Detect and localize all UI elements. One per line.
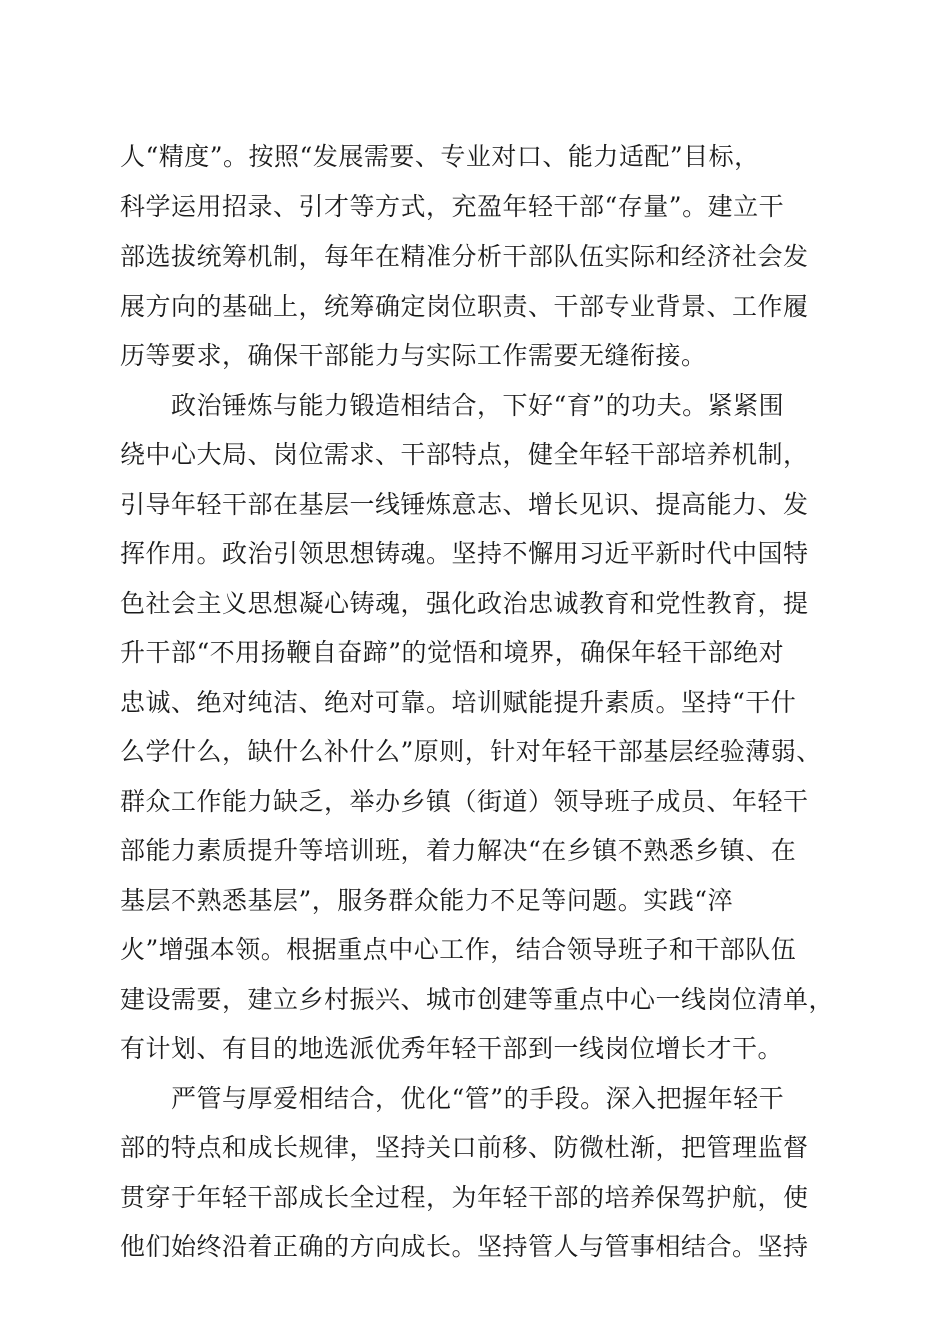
text-line: 建设需要，建立乡村振兴、城市创建等重点中心一线岗位清单，: [120, 985, 835, 1014]
text-line: 忠诚、绝对纯洁、绝对可靠。培训赋能提升素质。坚持“干什: [120, 688, 797, 717]
text-line: 部的特点和成长规律，坚持关口前移、防微杜渐，把管理监督: [120, 1133, 809, 1162]
text-line: 有计划、有目的地选派优秀年轻干部到一线岗位增长才干。: [120, 1034, 784, 1063]
text-line: 人“精度”。按照“发展需要、专业对口、能力适配”目标，: [120, 142, 760, 171]
paragraph-start-line: 政治锤炼与能力锻造相结合，下好“育”的功夫。紧紧围: [171, 391, 785, 420]
text-line: 升干部“不用扬鞭自奋蹄”的觉悟和境界，确保年轻干部绝对: [120, 638, 785, 667]
text-line: 贯穿于年轻干部成长全过程，为年轻干部的培养保驾护航，使: [120, 1183, 809, 1212]
text-line: 引导年轻干部在基层一线锤炼意志、增长见识、提高能力、发: [120, 490, 809, 519]
text-line: 展方向的基础上，统筹确定岗位职责、干部专业背景、工作履: [120, 292, 809, 321]
text-line: 群众工作能力缺乏，举办乡镇（街道）领导班子成员、年轻干: [120, 787, 809, 816]
text-line: 他们始终沿着正确的方向成长。坚持管人与管事相结合。坚持: [120, 1232, 809, 1261]
text-line: 挥作用。政治引领思想铸魂。坚持不懈用习近平新时代中国特: [120, 539, 809, 568]
text-line: 部选拔统筹机制，每年在精准分析干部队伍实际和经济社会发: [120, 242, 809, 271]
text-line: 基层不熟悉基层”，服务群众能力不足等问题。实践“淬: [120, 886, 734, 915]
text-line: 么学什么，缺什么补什么”原则，针对年轻干部基层经验薄弱、: [120, 737, 822, 766]
text-line: 绕中心大局、岗位需求、干部特点，健全年轻干部培养机制，: [120, 440, 809, 469]
text-line: 火”增强本领。根据重点中心工作，结合领导班子和干部队伍: [120, 935, 797, 964]
paragraph-start-line: 严管与厚爱相结合，优化“管”的手段。深入把握年轻干: [171, 1084, 785, 1113]
text-line: 部能力素质提升等培训班，着力解决“在乡镇不熟悉乡镇、在: [120, 836, 797, 865]
text-line: 科学运用招录、引才等方式，充盈年轻干部“存量”。建立干: [120, 192, 785, 221]
text-line: 色社会主义思想凝心铸魂，强化政治忠诚教育和党性教育，提: [120, 589, 809, 618]
text-line: 历等要求，确保干部能力与实际工作需要无缝衔接。: [120, 341, 707, 370]
